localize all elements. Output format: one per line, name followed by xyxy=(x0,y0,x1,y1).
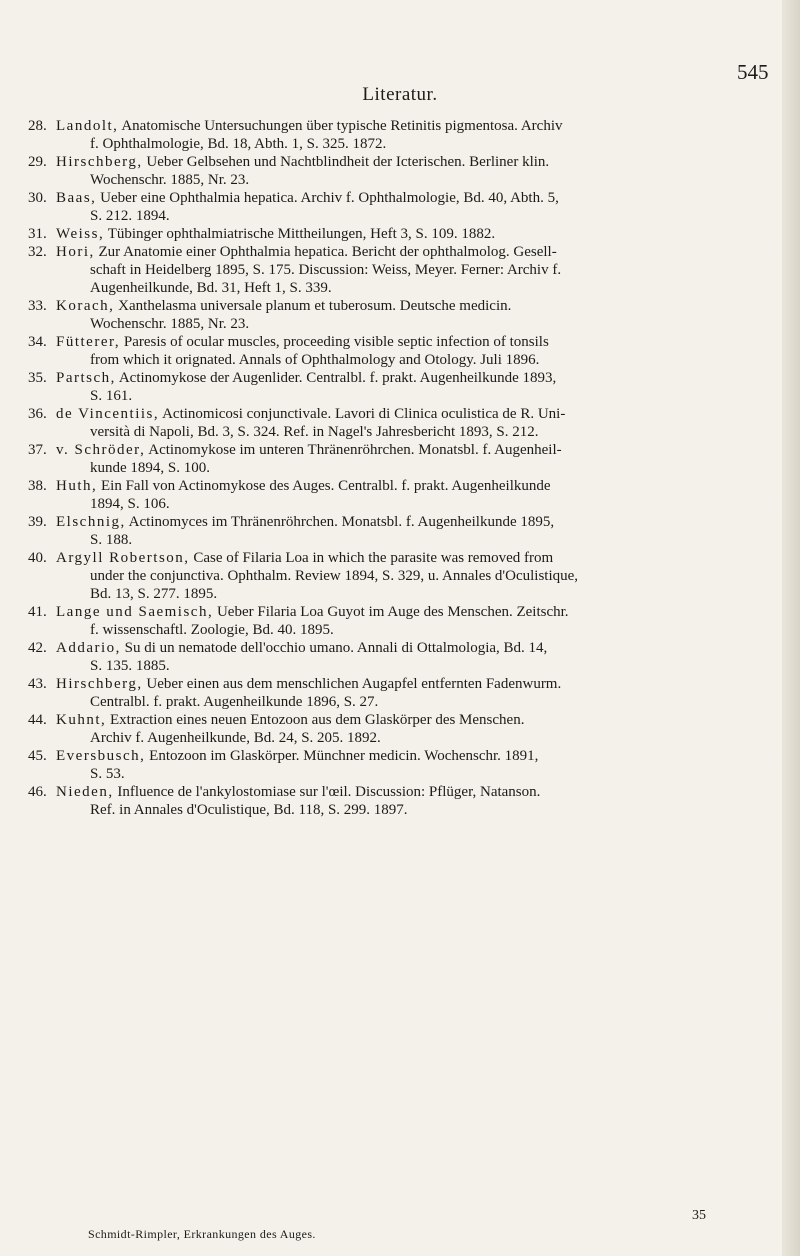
reference-first-line xyxy=(28,549,780,567)
reference-continuation-line: under the conjunctiva. Ophthalm. Review 1894, S. 329, u. Annales d'Oculistique, xyxy=(90,568,579,584)
reference-text: Ueber einen aus dem menschlichen Augapfel entfernten Fadenwurm. xyxy=(142,676,562,692)
reference-author: Weiss, xyxy=(56,226,105,242)
reference-author: Landolt, xyxy=(56,118,119,134)
reference-author: Fütterer, xyxy=(56,334,121,350)
reference-number: 42. xyxy=(28,640,47,656)
reference-entry xyxy=(28,117,780,153)
reference-entry xyxy=(28,189,780,225)
page-header xyxy=(0,60,800,110)
reference-number: 44. xyxy=(28,712,47,728)
reference-text: Ueber eine Ophthalmia hepatica. Archiv f. Ophthalmologie, Bd. 40, Abth. 5, xyxy=(96,190,559,206)
reference-first-line xyxy=(28,783,780,801)
reference-first-line xyxy=(28,441,780,459)
reference-author: v. Schröder, xyxy=(56,442,146,458)
page-footer xyxy=(0,1208,800,1248)
reference-continuation-line: Augenheilkunde, Bd. 31, Heft 1, S. 339. xyxy=(90,280,332,296)
reference-text: Actinomykose der Augenlider. Centralbl. f. prakt. Augenheilkunde 1893, xyxy=(115,370,557,386)
reference-entry xyxy=(28,711,780,747)
reference-entry xyxy=(28,441,780,477)
reference-text: Ein Fall von Actinomykose des Auges. Centralbl. f. prakt. Augenheilkunde xyxy=(97,478,551,494)
reference-entry xyxy=(28,369,780,405)
reference-author: Hirschberg, xyxy=(56,154,143,170)
reference-entry xyxy=(28,603,780,639)
reference-author: de Vincentiis, xyxy=(56,406,160,422)
reference-continuation-line: S. 212. 1894. xyxy=(90,208,170,224)
printer-signature: 35 xyxy=(692,1208,706,1223)
reference-continuation-line: versità di Napoli, Bd. 3, S. 324. Ref. in Nagel's Jahresbericht 1893, S. 212. xyxy=(90,424,539,440)
reference-entry xyxy=(28,783,780,819)
reference-continuation-line: Wochenschr. 1885, Nr. 23. xyxy=(90,316,250,332)
reference-text: Anatomische Untersuchungen über typische Retinitis pigmentosa. Archiv xyxy=(118,118,563,134)
reference-number: 37. xyxy=(28,442,47,458)
reference-continuation-line: S. 53. xyxy=(90,766,125,782)
reference-number: 41. xyxy=(28,604,47,620)
reference-entry xyxy=(28,297,780,333)
page-number: 545 xyxy=(737,60,769,84)
reference-text: Entozoon im Glaskörper. Münchner medicin. Wochenschr. 1891, xyxy=(145,748,539,764)
reference-author: Eversbusch, xyxy=(56,748,146,764)
reference-text: Zur Anatomie einer Ophthalmia hepatica. Bericht der ophthalmolog. Gesell- xyxy=(94,244,557,260)
reference-text: Tübinger ophthalmiatrische Mittheilungen, Heft 3, S. 109. 1882. xyxy=(104,226,496,242)
reference-number: 29. xyxy=(28,154,47,170)
reference-first-line xyxy=(28,297,780,315)
reference-first-line xyxy=(28,153,780,171)
reference-number: 38. xyxy=(28,478,47,494)
reference-first-line xyxy=(28,225,780,243)
running-title: Literatur. xyxy=(362,84,438,105)
reference-entry xyxy=(28,153,780,189)
reference-text: Case of Filaria Loa in which the parasite was removed from xyxy=(189,550,554,566)
reference-text: Paresis of ocular muscles, proceeding visible septic infection of tonsils xyxy=(120,334,549,350)
reference-continuation-line: Wochenschr. 1885, Nr. 23. xyxy=(90,172,250,188)
reference-text: Actinomykose im unteren Thränenröhrchen. Monatsbl. f. Augenheil- xyxy=(145,442,562,458)
reference-first-line xyxy=(28,117,780,135)
reference-text: Xanthelasma universale planum et tuberosum. Deutsche medicin. xyxy=(114,298,512,314)
reference-first-line xyxy=(28,603,780,621)
reference-number: 45. xyxy=(28,748,47,764)
reference-text: Actinomicosi conjunctivale. Lavori di Clinica oculistica de R. Uni- xyxy=(159,406,566,422)
reference-first-line xyxy=(28,243,780,261)
reference-continuation-line: from which it orignated. Annals of Ophthalmology and Otology. Juli 1896. xyxy=(90,352,540,368)
reference-number: 31. xyxy=(28,226,47,242)
reference-author: Addario, xyxy=(56,640,121,656)
reference-first-line xyxy=(28,747,780,765)
reference-author: Kuhnt, xyxy=(56,712,107,728)
reference-author: Partsch, xyxy=(56,370,116,386)
reference-first-line xyxy=(28,369,780,387)
reference-continuation-line: S. 135. 1885. xyxy=(90,658,170,674)
reference-entry xyxy=(28,639,780,675)
reference-first-line xyxy=(28,675,780,693)
reference-text: Ueber Filaria Loa Guyot im Auge des Menschen. Zeitschr. xyxy=(213,604,569,620)
reference-number: 34. xyxy=(28,334,47,350)
reference-entry xyxy=(28,405,780,441)
reference-number: 43. xyxy=(28,676,47,692)
reference-first-line xyxy=(28,333,780,351)
reference-author: Argyll Robertson, xyxy=(56,550,190,566)
reference-entry xyxy=(28,333,780,369)
reference-number: 30. xyxy=(28,190,47,206)
reference-author: Lange und Saemisch, xyxy=(56,604,214,620)
reference-author: Baas, xyxy=(56,190,97,206)
reference-entry xyxy=(28,477,780,513)
reference-text: Extraction eines neuen Entozoon aus dem Glaskörper des Menschen. xyxy=(106,712,525,728)
reference-text: Ueber Gelbsehen und Nachtblindheit der Icterischen. Berliner klin. xyxy=(142,154,550,170)
reference-continuation-line: Ref. in Annales d'Oculistique, Bd. 118, S. 299. 1897. xyxy=(90,802,408,818)
reference-author: Hirschberg, xyxy=(56,676,143,692)
reference-continuation-line: S. 188. xyxy=(90,532,133,548)
reference-continuation-line: schaft in Heidelberg 1895, S. 175. Discussion: Weiss, Meyer. Ferner: Archiv f. xyxy=(90,262,562,278)
reference-number: 35. xyxy=(28,370,47,386)
reference-number: 36. xyxy=(28,406,47,422)
reference-author: Nieden, xyxy=(56,784,114,800)
reference-continuation-line: Archiv f. Augenheilkunde, Bd. 24, S. 205. 1892. xyxy=(90,730,381,746)
reference-continuation-line: Centralbl. f. prakt. Augenheilkunde 1896, S. 27. xyxy=(90,694,379,710)
reference-author: Hori, xyxy=(56,244,95,260)
reference-entry xyxy=(28,513,780,549)
reference-author: Huth, xyxy=(56,478,98,494)
reference-entry xyxy=(28,675,780,711)
reference-first-line xyxy=(28,639,780,657)
reference-entry xyxy=(28,549,780,603)
reference-first-line xyxy=(28,405,780,423)
reference-number: 46. xyxy=(28,784,47,800)
reference-number: 28. xyxy=(28,118,47,134)
reference-first-line xyxy=(28,189,780,207)
reference-author: Korach, xyxy=(56,298,115,314)
reference-number: 33. xyxy=(28,298,47,314)
reference-entry xyxy=(28,225,780,243)
reference-entry xyxy=(28,747,780,783)
reference-text: Su di un nematode dell'occhio umano. Annali di Ottalmologia, Bd. 14, xyxy=(120,640,548,656)
reference-text: Actinomyces im Thränenröhrchen. Monatsbl. f. Augenheilkunde 1895, xyxy=(125,514,555,530)
reference-number: 32. xyxy=(28,244,47,260)
reference-number: 40. xyxy=(28,550,47,566)
reference-first-line xyxy=(28,513,780,531)
reference-author: Elschnig, xyxy=(56,514,126,530)
reference-entry xyxy=(28,243,780,297)
reference-continuation-line: f. Ophthalmologie, Bd. 18, Abth. 1, S. 325. 1872. xyxy=(90,136,387,152)
reference-number: 39. xyxy=(28,514,47,530)
reference-continuation-line: kunde 1894, S. 100. xyxy=(90,460,210,476)
footer-credit: Schmidt-Rimpler, Erkrankungen des Auges. xyxy=(88,1227,316,1241)
reference-continuation-line: 1894, S. 106. xyxy=(90,496,170,512)
reference-list xyxy=(28,117,780,819)
reference-first-line xyxy=(28,711,780,729)
reference-first-line xyxy=(28,477,780,495)
reference-continuation-line: f. wissenschaftl. Zoologie, Bd. 40. 1895. xyxy=(90,622,334,638)
reference-continuation-line: Bd. 13, S. 277. 1895. xyxy=(90,586,218,602)
reference-text: Influence de l'ankylostomiase sur l'œil. Discussion: Pflüger, Natanson. xyxy=(113,784,541,800)
page-edge xyxy=(782,0,800,1256)
reference-continuation-line: S. 161. xyxy=(90,388,133,404)
